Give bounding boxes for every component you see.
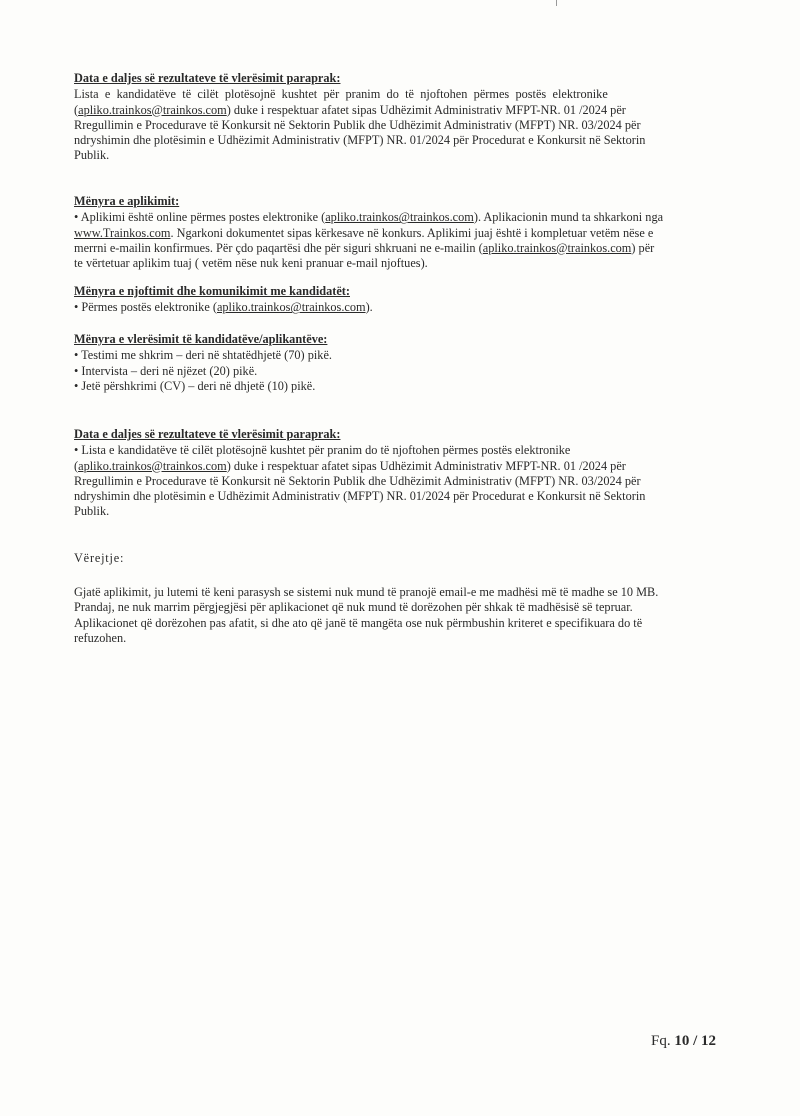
scan-mark (556, 0, 557, 6)
list-item: • Intervista – deri në njëzet (20) pikë. (74, 363, 258, 378)
text-line: www.Trainkos.com. Ngarkoni dokumentet sipas kërkesave në konkurs. Aplikimi juaj është i kompletuar vetëm nëse e (74, 225, 654, 240)
section-evaluation-method (74, 332, 719, 394)
email-link[interactable]: apliko.trainkos@trainkos.com (78, 102, 227, 117)
list-item: • Testimi me shkrim – deri në shtatëdhjetë (70) pikë. (74, 348, 332, 363)
text-line: ndryshimin dhe plotësimin e Udhëzimit Administrativ (MFPT) NR. 01/2024 për Procedurat e Konkursit në Sektorin (74, 489, 646, 504)
email-link[interactable]: apliko.trainkos@trainkos.com (78, 458, 227, 473)
text-line: (apliko.trainkos@trainkos.com) duke i respektuar afatet sipas Udhëzimit Administrativ MFPT-NR. 01 /2024 për (74, 458, 626, 473)
section-note-body (74, 585, 719, 646)
text-line: • Lista e kandidatëve të cilët plotësojnë kushtet për pranim do të njoftohen përmes postës elektronike (74, 443, 571, 458)
section-notification-method (74, 284, 719, 316)
section-heading: Mënyra e njoftimit dhe komunikimit me kandidatët: (74, 284, 350, 298)
text-line: te vërtetuar aplikim tuaj ( vetëm nëse nuk keni pranuar e-mail njoftues). (74, 256, 428, 271)
section-heading: Data e daljes së rezultateve të vlerësimit paraprak: (74, 427, 341, 441)
text-line: Aplikacionet që dorëzohen pas afatit, si dhe ato që janë të mangëta ose nuk përmbushin kriteret e specifikuara do të (74, 615, 643, 630)
page-prefix: Fq. (650, 1033, 671, 1049)
section-results-date-1 (74, 71, 719, 164)
text-line: Publik. (74, 504, 110, 519)
section-application-method (74, 194, 719, 271)
text-line: Prandaj, ne nuk marrim përgjegjësi për aplikacionet që nuk mund të dorëzohen për shkak të madhësisë së tepruar. (74, 600, 633, 615)
email-link[interactable]: apliko.trainkos@trainkos.com (325, 210, 474, 225)
email-link[interactable]: apliko.trainkos@trainkos.com (482, 240, 632, 255)
page-count: 10 / 12 (674, 1033, 716, 1049)
text-line: merrni e-mailin konfirmues. Për çdo paqartësi dhe për siguri shkruani ne e-mailin (apliko.trainkos@trainkos.com) për (74, 240, 655, 255)
section-heading: Mënyra e vlerësimit të kandidatëve/aplikantëve: (74, 332, 328, 346)
section-heading: Data e daljes së rezultateve të vlerësimit paraprak: (74, 71, 341, 85)
text-line: • Përmes postës elektronike (apliko.trainkos@trainkos.com). (74, 300, 373, 315)
note-heading: Vërejtje: (74, 551, 125, 565)
text-line: Lista e kandidatëve të cilët plotësojnë kushtet për pranim do të njoftohen përmes postës elektronike (74, 87, 608, 102)
section-results-date-2 (74, 427, 719, 520)
text-line: Gjatë aplikimit, ju lutemi të keni parasysh se sistemi nuk mund të pranojë email-e me madhësi më të madhe se 10 MB. (74, 585, 659, 599)
text-line: (apliko.trainkos@trainkos.com) duke i respektuar afatet sipas Udhëzimit Administrativ MFPT-NR. 01 /2024 për (74, 102, 626, 117)
text-line: Publik. (74, 148, 110, 163)
page-number (651, 1033, 716, 1050)
text-line: Rregullimin e Procedurave të Konkursit në Sektorin Publik dhe Udhëzimit Administrativ (MFPT) NR. 03/2024 për (74, 473, 641, 488)
text-line: Rregullimin e Procedurave të Konkursit në Sektorin Publik dhe Udhëzimit Administrativ (MFPT) NR. 03/2024 për (74, 117, 641, 132)
text-line: ndryshimin dhe plotësimin e Udhëzimit Administrativ (MFPT) NR. 01/2024 për Procedurat e Konkursit në Sektorin (74, 133, 646, 148)
email-link[interactable]: www.Trainkos.com (74, 225, 171, 240)
text-line: • Aplikimi është online përmes postes elektronike (apliko.trainkos@trainkos.com). Aplikacionin mund ta shkarkoni nga (74, 210, 664, 225)
email-link[interactable]: apliko.trainkos@trainkos.com (216, 300, 366, 315)
text-line: refuzohen. (74, 630, 127, 645)
section-heading: Mënyra e aplikimit: (74, 194, 180, 208)
list-item: • Jetë përshkrimi (CV) – deri në dhjetë (10) pikë. (74, 378, 316, 393)
section-note (74, 551, 719, 566)
